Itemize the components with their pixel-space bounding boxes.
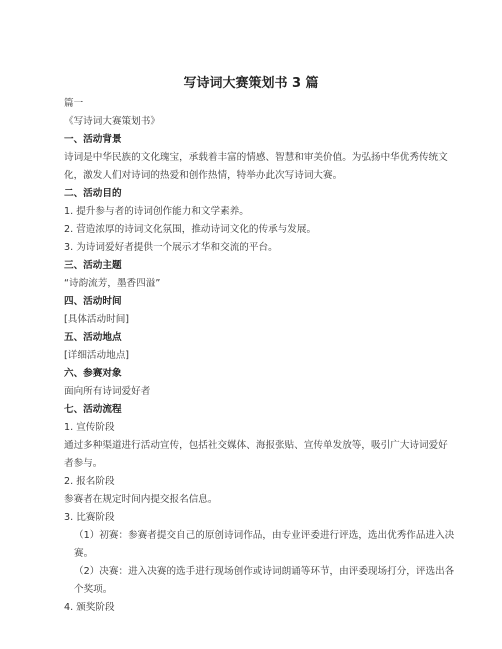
section-heading: 三、活动主题 bbox=[64, 260, 122, 271]
section-text: 参赛者在规定时间内提交报名信息。 bbox=[64, 494, 218, 505]
section-text: [具体活动时间] bbox=[64, 314, 130, 325]
section-heading: 二、活动目的 bbox=[64, 188, 122, 199]
section-text: [详细活动地点] bbox=[64, 350, 130, 361]
list-item: 3. 比赛阶段 bbox=[64, 512, 115, 523]
section-text: 面向所有诗词爱好者 bbox=[64, 386, 151, 397]
plan-subtitle: 《写诗词大赛策划书》 bbox=[64, 116, 160, 127]
section-paragraph: 通过多种渠道进行活动宣传，包括社交媒体、海报张贴、宣传单发放等，吸引广大诗词爱好者参与。 bbox=[64, 440, 448, 469]
list-item: 1. 宣传阶段 bbox=[64, 422, 115, 433]
list-item: 1. 提升参与者的诗词创作能力和文学素养。 bbox=[64, 206, 249, 217]
list-item: 3. 为诗词爱好者提供一个展示才华和交流的平台。 bbox=[64, 242, 278, 253]
document-body bbox=[64, 95, 456, 617]
list-item: 2. 营造浓厚的诗词文化氛围，推动诗词文化的传承与发展。 bbox=[64, 224, 317, 235]
list-item: 4. 颁奖阶段 bbox=[64, 602, 115, 613]
section-paragraph: 诗词是中华民族的文化瑰宝，承载着丰富的情感、智慧和审美价值。为弘扬中华优秀传统文化，激发人们对诗词的热爱和创作热情，特举办此次写诗词大赛。 bbox=[64, 152, 448, 181]
list-item: 2. 报名阶段 bbox=[64, 476, 115, 487]
part-label: 篇一 bbox=[64, 98, 84, 109]
section-text: “诗韵流芳，墨香四溢” bbox=[64, 278, 161, 289]
section-paragraph: （1）初赛：参赛者提交自己的原创诗词作品，由专业评委进行评选，选出优秀作品进入决赛。 bbox=[74, 530, 455, 559]
document-title: 写诗词大赛策划书 3 篇 bbox=[183, 76, 319, 91]
section-heading: 五、活动地点 bbox=[64, 332, 122, 343]
section-heading: 六、参赛对象 bbox=[64, 368, 122, 379]
section-heading: 一、活动背景 bbox=[64, 134, 122, 145]
section-paragraph: （2）决赛：进入决赛的选手进行现场创作或诗词朗诵等环节，由评委现场打分，评选出各个奖项。 bbox=[74, 566, 455, 595]
section-heading: 四、活动时间 bbox=[64, 296, 122, 307]
section-heading: 七、活动流程 bbox=[64, 404, 122, 415]
